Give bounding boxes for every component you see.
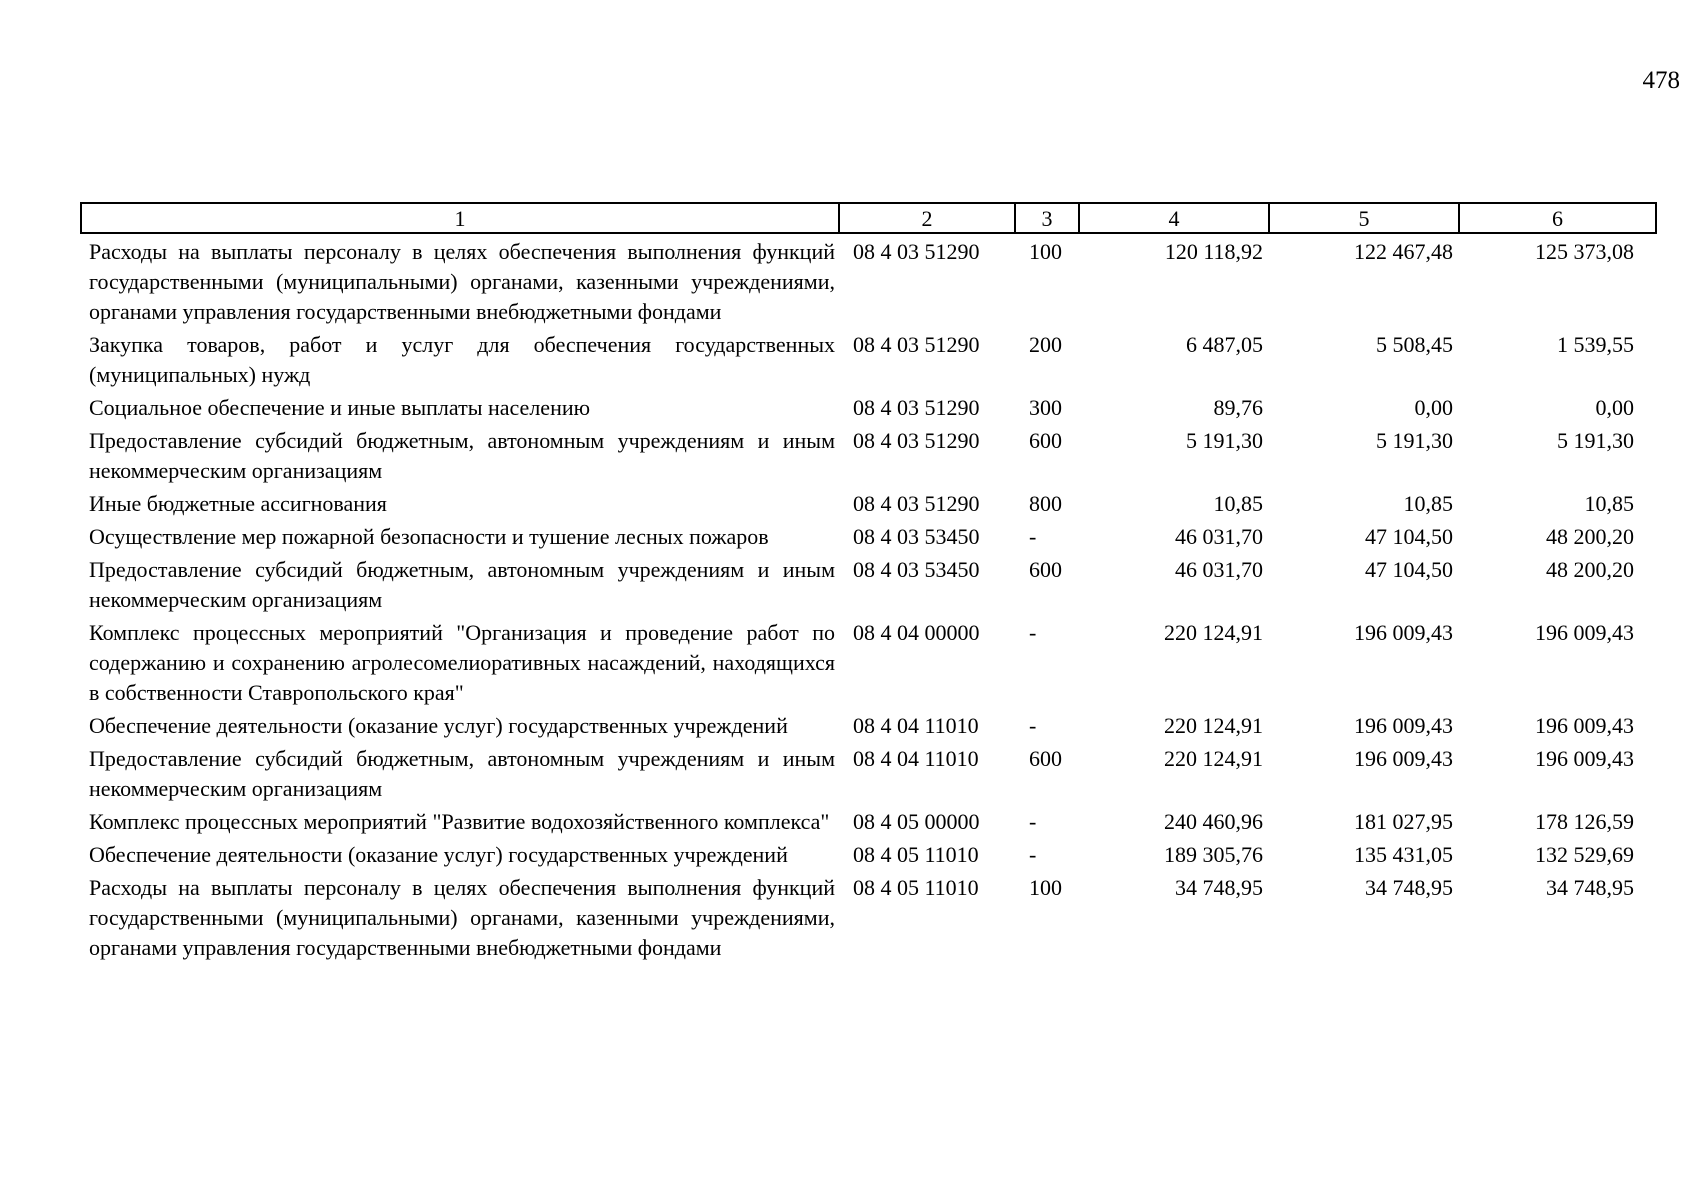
row-code: 08 4 04 11010: [853, 713, 979, 738]
row-value-col-4: 240 460,96: [1164, 809, 1263, 834]
row-expense-type: 300: [1029, 395, 1062, 420]
table-row: [81, 741, 1656, 804]
table-row: [81, 552, 1656, 615]
row-value-col-6: 196 009,43: [1535, 620, 1634, 645]
row-value-col-4: 189 305,76: [1164, 842, 1263, 867]
row-code: 08 4 03 53450: [853, 557, 980, 582]
table-body: [81, 233, 1656, 963]
row-value-col-4: 220 124,91: [1164, 713, 1263, 738]
header-col-4: 4: [1079, 203, 1269, 233]
row-expense-type: 600: [1029, 428, 1062, 453]
row-code: 08 4 03 51290: [853, 239, 980, 264]
budget-table: [80, 202, 1657, 963]
table-row: [81, 708, 1656, 741]
row-name: Предоставление субсидий бюджетным, автономным учреждениям и иным некоммерческим организациям: [89, 746, 835, 801]
row-value-col-6: 178 126,59: [1535, 809, 1634, 834]
row-code: 08 4 04 00000: [853, 620, 980, 645]
row-value-col-6: 196 009,43: [1535, 746, 1634, 771]
row-expense-type: 800: [1029, 491, 1062, 516]
row-code: 08 4 04 11010: [853, 746, 979, 771]
row-value-col-6: 5 191,30: [1557, 428, 1634, 453]
row-name: Обеспечение деятельности (оказание услуг) государственных учреждений: [89, 842, 788, 867]
row-code: 08 4 03 53450: [853, 524, 980, 549]
row-value-col-4: 220 124,91: [1164, 746, 1263, 771]
row-value-col-5: 135 431,05: [1354, 842, 1453, 867]
row-expense-type: 600: [1029, 746, 1062, 771]
row-value-col-5: 34 748,95: [1365, 875, 1453, 900]
table-row: [81, 870, 1656, 963]
row-name: Обеспечение деятельности (оказание услуг) государственных учреждений: [89, 713, 788, 738]
row-value-col-6: 132 529,69: [1535, 842, 1634, 867]
row-expense-type: 100: [1029, 875, 1062, 900]
row-name: Осуществление мер пожарной безопасности и тушение лесных пожаров: [89, 524, 769, 549]
row-value-col-5: 196 009,43: [1354, 620, 1453, 645]
header-col-3: 3: [1015, 203, 1079, 233]
row-name: Расходы на выплаты персоналу в целях обеспечения выполнения функций государственными (муниципальными) органами, казенными учреждениями, органами управления государственными внебюджетными фондами: [89, 875, 835, 960]
row-expense-type: -: [1029, 842, 1037, 867]
table-row: [81, 804, 1656, 837]
row-name: Социальное обеспечение и иные выплаты населению: [89, 395, 591, 420]
table-row: [81, 390, 1656, 423]
table-row: [81, 486, 1656, 519]
row-name: Предоставление субсидий бюджетным, автономным учреждениям и иным некоммерческим организациям: [89, 557, 835, 612]
row-name: Комплекс процессных мероприятий "Организация и проведение работ по содержанию и сохранению агролесомелиоративных насаждений, находящихся в собственности Ставропольского края": [89, 620, 835, 705]
header-col-1: 1: [81, 203, 839, 233]
row-name: Расходы на выплаты персоналу в целях обеспечения выполнения функций государственными (муниципальными) органами, казенными учреждениями, органами управления государственными внебюджетными фондами: [89, 239, 835, 324]
row-value-col-5: 181 027,95: [1354, 809, 1453, 834]
row-value-col-6: 48 200,20: [1546, 557, 1634, 582]
row-name: Предоставление субсидий бюджетным, автономным учреждениям и иным некоммерческим организациям: [89, 428, 835, 483]
table-row: [81, 327, 1656, 390]
row-value-col-5: 5 191,30: [1376, 428, 1453, 453]
row-code: 08 4 03 51290: [853, 491, 980, 516]
row-code: 08 4 03 51290: [853, 395, 980, 420]
table-row: [81, 233, 1656, 327]
row-value-col-4: 120 118,92: [1164, 239, 1263, 264]
row-value-col-6: 1 539,55: [1557, 332, 1634, 357]
row-expense-type: 600: [1029, 557, 1062, 582]
row-value-col-5: 0,00: [1414, 395, 1453, 420]
page-number: 478: [1642, 67, 1680, 94]
row-value-col-6: 196 009,43: [1535, 713, 1634, 738]
row-expense-type: 100: [1029, 239, 1062, 264]
row-value-col-6: 0,00: [1595, 395, 1634, 420]
header-col-5: 5: [1269, 203, 1459, 233]
header-col-6: 6: [1459, 203, 1656, 233]
row-code: 08 4 05 11010: [853, 842, 979, 867]
row-value-col-4: 220 124,91: [1164, 620, 1263, 645]
row-code: 08 4 03 51290: [853, 332, 980, 357]
row-name: Комплекс процессных мероприятий "Развитие водохозяйственного комплекса": [89, 809, 830, 834]
row-code: 08 4 03 51290: [853, 428, 980, 453]
row-code: 08 4 05 11010: [853, 875, 979, 900]
row-value-col-6: 48 200,20: [1546, 524, 1634, 549]
row-value-col-5: 196 009,43: [1354, 713, 1453, 738]
row-value-col-4: 46 031,70: [1175, 524, 1263, 549]
row-value-col-4: 46 031,70: [1175, 557, 1263, 582]
row-expense-type: 200: [1029, 332, 1062, 357]
row-value-col-5: 47 104,50: [1365, 557, 1453, 582]
table-row: [81, 423, 1656, 486]
table-row: [81, 519, 1656, 552]
row-name: Иные бюджетные ассигнования: [89, 491, 387, 516]
row-value-col-6: 125 373,08: [1535, 239, 1634, 264]
row-value-col-4: 6 487,05: [1186, 332, 1263, 357]
header-col-2: 2: [839, 203, 1015, 233]
row-value-col-4: 10,85: [1213, 491, 1263, 516]
row-value-col-5: 5 508,45: [1376, 332, 1453, 357]
row-value-col-5: 122 467,48: [1354, 239, 1453, 264]
row-expense-type: -: [1029, 524, 1037, 549]
header-row: [81, 203, 1656, 233]
table-header: [81, 203, 1656, 233]
table-row: [81, 615, 1656, 708]
row-value-col-4: 34 748,95: [1175, 875, 1263, 900]
row-value-col-4: 5 191,30: [1186, 428, 1263, 453]
row-value-col-6: 10,85: [1584, 491, 1634, 516]
row-name: Закупка товаров, работ и услуг для обеспечения государственных (муниципальных) нужд: [89, 332, 835, 387]
budget-table-container: [80, 202, 1655, 963]
row-value-col-6: 34 748,95: [1546, 875, 1634, 900]
row-expense-type: -: [1029, 620, 1037, 645]
row-expense-type: -: [1029, 809, 1037, 834]
row-value-col-5: 10,85: [1403, 491, 1453, 516]
row-value-col-5: 47 104,50: [1365, 524, 1453, 549]
table-row: [81, 837, 1656, 870]
row-value-col-4: 89,76: [1213, 395, 1263, 420]
row-expense-type: -: [1029, 713, 1037, 738]
row-code: 08 4 05 00000: [853, 809, 980, 834]
row-value-col-5: 196 009,43: [1354, 746, 1453, 771]
